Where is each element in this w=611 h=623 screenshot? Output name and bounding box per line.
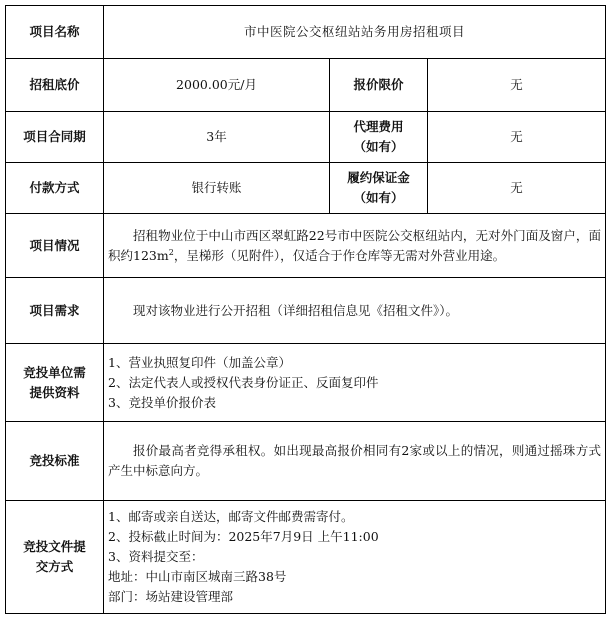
label-payment: 付款方式 xyxy=(6,163,104,214)
label-required-docs-line1: 竞投单位需 xyxy=(23,364,86,380)
row-submission xyxy=(6,501,606,614)
value-price-limit: 无 xyxy=(428,59,606,112)
label-contract-term: 项目合同期 xyxy=(6,112,104,163)
submission-item: 部门：场站建设管理部 xyxy=(108,589,234,604)
label-bid-standard: 竞投标准 xyxy=(6,422,104,501)
value-project-need: 现对该物业进行公开招租（详细招租信息见《招租文件》）。 xyxy=(104,278,606,344)
row-bid-standard xyxy=(6,422,606,501)
value-payment: 银行转账 xyxy=(104,163,330,214)
label-agency-fee xyxy=(330,112,428,163)
project-info-table xyxy=(5,5,606,614)
submission-item: 3、资料提交至： xyxy=(108,549,204,564)
submission-item: 1、邮寄或亲自送达，邮寄文件邮费需寄付。 xyxy=(108,509,354,524)
docs-item: 3、竞投单价报价表 xyxy=(108,394,216,410)
label-required-docs-line2: 提供资料 xyxy=(29,384,80,400)
row-project-need xyxy=(6,278,606,344)
value-base-price: 2000.00元/月 xyxy=(104,59,330,112)
label-required-docs xyxy=(6,344,104,422)
docs-item: 1、营业执照复印件（加盖公章） xyxy=(108,354,291,370)
label-agency-fee-line2: （如有） xyxy=(353,139,404,154)
label-deposit-line1: 履约保证金 xyxy=(347,170,410,185)
project-info-text-2: ，呈梯形（见附件），仅适合于作仓库等无需对外营业用途。 xyxy=(173,247,506,263)
row-required-docs xyxy=(6,344,606,422)
row-project-info xyxy=(6,214,606,278)
row-base-price xyxy=(6,59,606,112)
label-project-need: 项目需求 xyxy=(6,278,104,344)
submission-item: 2、投标截止时间为：2025年7月9日 上午11:00 xyxy=(108,529,379,544)
row-contract-term xyxy=(6,112,606,163)
value-deposit: 无 xyxy=(428,163,606,214)
project-info-text-1: 招租物业位于中山市西区翠虹路22号市中医院公交枢纽站内，无对外门面及窗户，面积约123m xyxy=(108,227,601,263)
area-unit-superscript: 2 xyxy=(168,247,174,257)
row-payment xyxy=(6,163,606,214)
value-contract-term: 3年 xyxy=(104,112,330,163)
value-submission xyxy=(104,501,606,614)
row-project-name xyxy=(6,6,606,59)
label-project-info: 项目情况 xyxy=(6,214,104,278)
value-project-name: 市中医院公交枢纽站站务用房招租项目 xyxy=(104,6,606,59)
label-project-name: 项目名称 xyxy=(6,6,104,59)
label-deposit-line2: （如有） xyxy=(353,190,404,205)
submission-item: 地址：中山市南区城南三路38号 xyxy=(108,569,287,584)
label-submission-line1: 竞投文件提 xyxy=(23,539,86,554)
value-required-docs xyxy=(104,344,606,422)
label-agency-fee-line1: 代理费用 xyxy=(353,119,404,134)
label-submission xyxy=(6,501,104,614)
value-project-info xyxy=(104,214,606,278)
value-bid-standard: 报价最高者竞得承租权。如出现最高报价相同有2家或以上的情况，则通过摇珠方式产生中标意向方。 xyxy=(104,422,606,501)
label-base-price: 招租底价 xyxy=(6,59,104,112)
label-deposit xyxy=(330,163,428,214)
value-agency-fee: 无 xyxy=(428,112,606,163)
label-submission-line2: 交方式 xyxy=(35,559,74,574)
docs-item: 2、法定代表人或授权代表身份证正、反面复印件 xyxy=(108,374,379,390)
label-price-limit: 报价限价 xyxy=(330,59,428,112)
